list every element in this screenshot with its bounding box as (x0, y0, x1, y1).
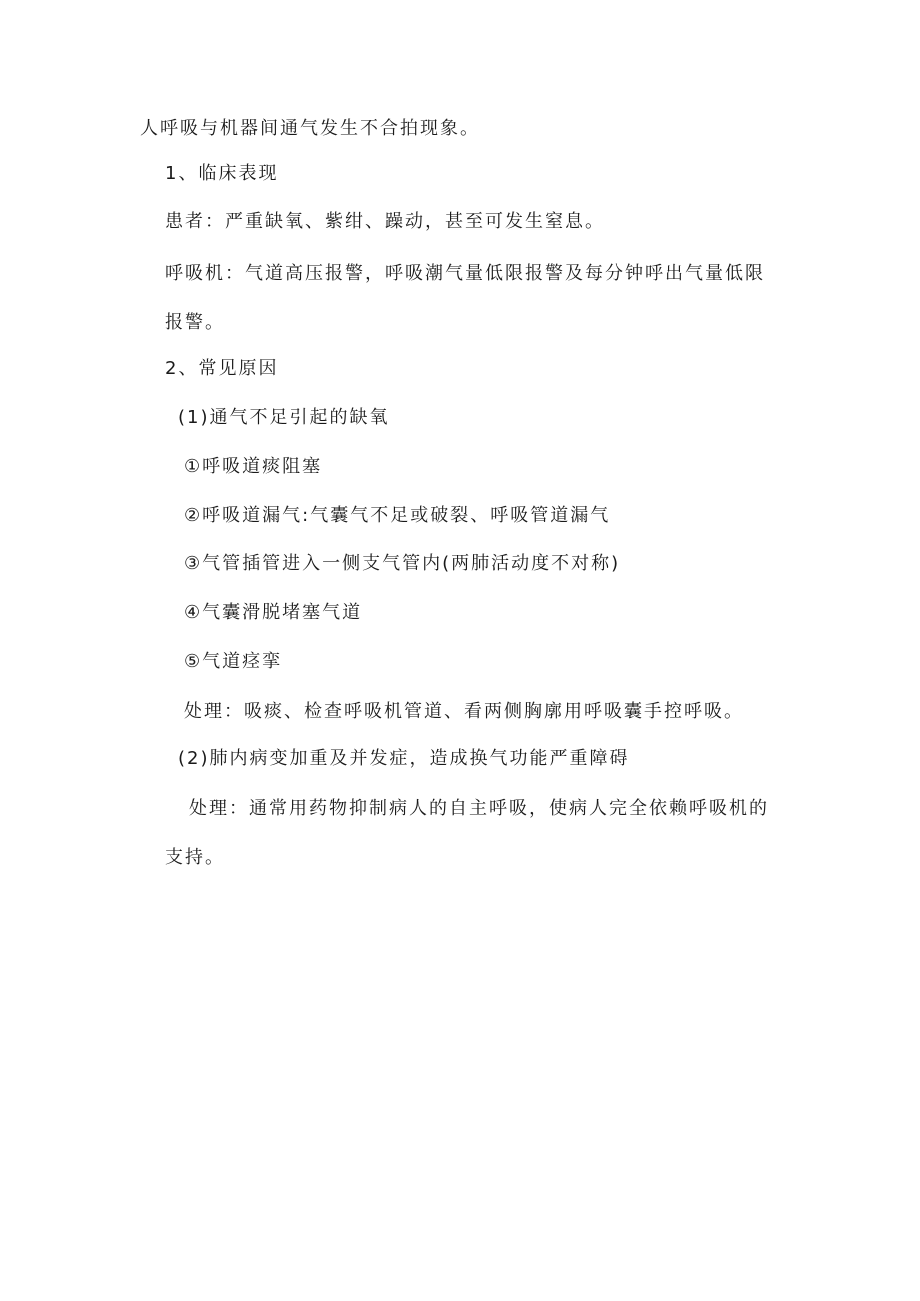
paragraph-continuation: 人呼吸与机器间通气发生不合拍现象。 (140, 118, 480, 139)
patient-symptoms-text: 患者：严重缺氧、紫绀、躁动，甚至可发生窒息。 (165, 211, 605, 232)
subsection-heading-hypoventilation: (1)通气不足引起的缺氧 (178, 407, 390, 428)
section-heading-clinical-manifestations: 1、临床表现 (165, 163, 279, 184)
list-item-cause-1: ①呼吸道痰阻塞 (184, 456, 323, 477)
treatment-text-1: 处理：吸痰、检查呼吸机管道、看两侧胸廓用呼吸囊手控呼吸。 (184, 701, 744, 722)
treatment-text-2-continued: 支持。 (165, 847, 225, 868)
treatment-text-2: 处理：通常用药物抑制病人的自主呼吸，使病人完全依赖呼吸机的 (189, 798, 769, 819)
ventilator-alarms-text: 呼吸机：气道高压报警，呼吸潮气量低限报警及每分钟呼出气量低限 (165, 263, 765, 284)
list-item-cause-4: ④气囊滑脱堵塞气道 (184, 602, 363, 623)
ventilator-alarms-text-continued: 报警。 (165, 312, 225, 333)
list-item-cause-5: ⑤气道痉挛 (184, 651, 283, 672)
list-item-cause-3: ③气管插管进入一侧支气管内(两肺活动度不对称) (184, 553, 621, 574)
list-item-cause-2: ②呼吸道漏气:气囊气不足或破裂、呼吸管道漏气 (184, 505, 611, 526)
section-heading-common-causes: 2、常见原因 (165, 358, 279, 379)
subsection-heading-lung-lesion: (2)肺内病变加重及并发症，造成换气功能严重障碍 (178, 748, 630, 769)
